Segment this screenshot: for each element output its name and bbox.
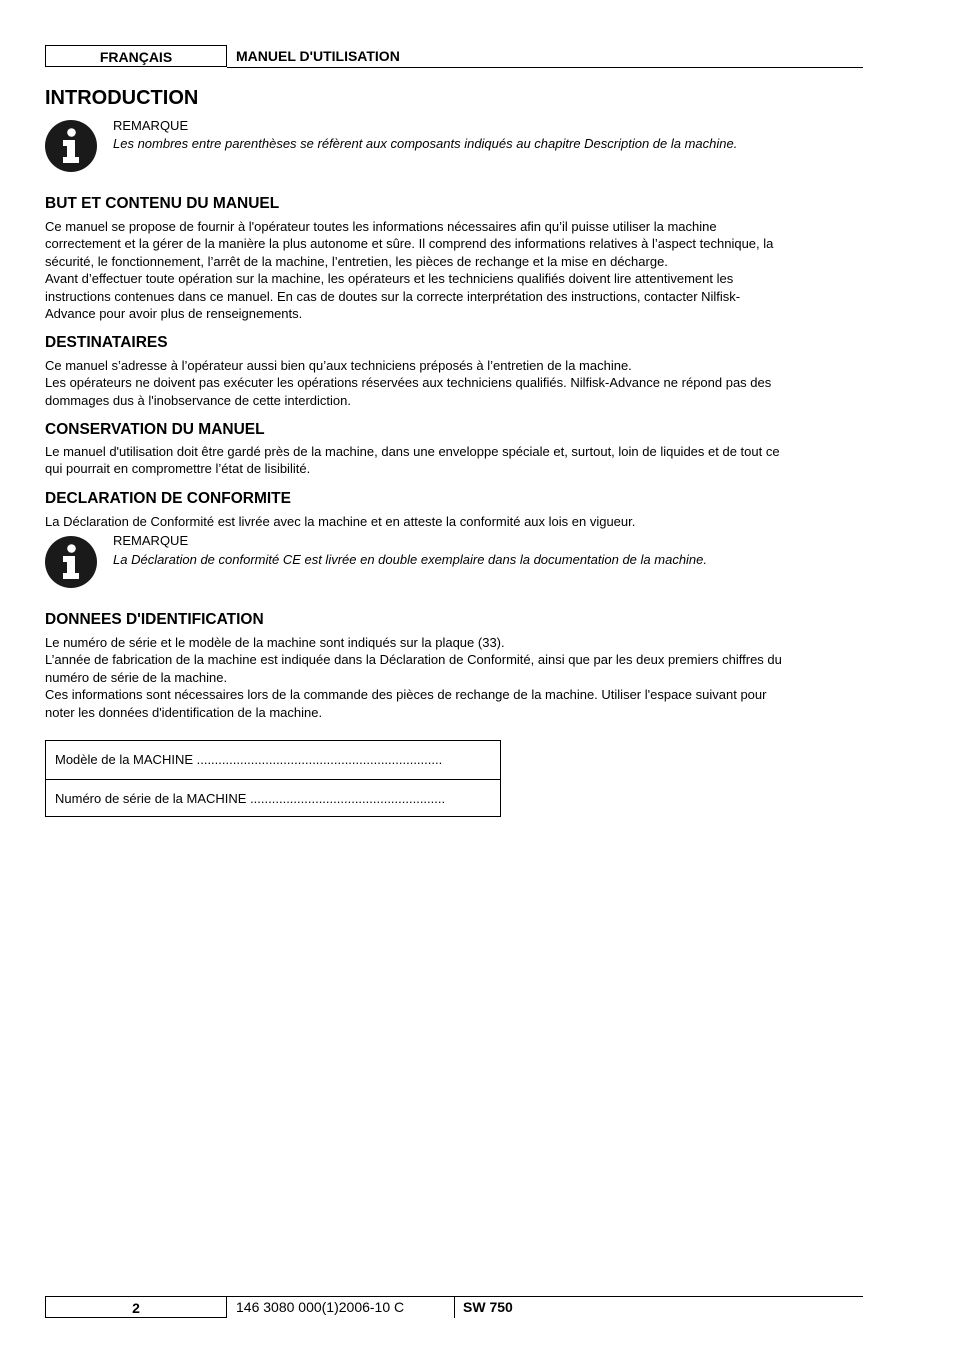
machine-model: SW 750 — [463, 1299, 513, 1315]
text-line: L’année de fabrication de la machine est indiquée dans la Déclaration de Conformité, ainsi que par les deux premiers chiffres du — [45, 652, 782, 668]
identification-box — [45, 740, 501, 817]
text-line: numéro de série de la machine. — [45, 669, 228, 685]
text-line: qui pourrait en compromettre l’état de lisibilité. — [45, 461, 311, 477]
page-title: INTRODUCTION — [45, 87, 199, 109]
text-line: correctement et la gérer de la manière la plus autonome et sûre. Il comprend des informations relatives à l’aspect technique, la — [45, 236, 774, 252]
header-rule — [227, 67, 863, 68]
text-line: La Déclaration de Conformité est livrée avec la machine et en atteste la conformité aux lois en vigueur. — [45, 514, 636, 529]
text-line: Le numéro de série et le modèle de la machine sont indiqués sur la plaque (33). — [45, 635, 505, 650]
document-code: 146 3080 000(1)2006-10 C — [236, 1299, 405, 1315]
machine-model-field: Modèle de la MACHINE .................................................................... — [55, 752, 443, 767]
manual-title: MANUEL D'UTILISATION — [236, 48, 400, 64]
section-title-but: BUT ET CONTENU DU MANUEL — [45, 195, 280, 212]
note-label: REMARQUE — [113, 533, 189, 548]
text-line: dommages dus à l'inobservance de cette interdiction. — [45, 392, 351, 408]
language-label: FRANÇAIS — [45, 45, 227, 67]
text-line: noter les données d'identification de la machine. — [45, 704, 323, 720]
text-line: instructions contenues dans ce manuel. En cas de doutes sur la correcte interprétation des instructions, contacter Nilfisk- — [45, 288, 741, 304]
section-body-conservation — [45, 443, 865, 478]
machine-serial-field: Numéro de série de la MACHINE ...................................................... — [46, 779, 500, 817]
info-icon — [45, 536, 97, 593]
section-body-destinataires — [45, 357, 865, 409]
section-body-but — [45, 218, 865, 322]
text-line: Le manuel d'utilisation doit être gardé près de la machine, dans une enveloppe spéciale et, surtout, loin de liquides et de tout ce — [45, 444, 780, 459]
info-icon — [45, 120, 97, 177]
text-line: sécurité, le fonctionnement, l’arrêt de la machine, l’entretien, les pièces de rechange et la mise en décharge. — [45, 253, 668, 269]
note-text: Les nombres entre parenthèses se réfèrent aux composants indiqués au chapitre Description de la machine. — [113, 136, 738, 151]
section-body-donnees — [45, 634, 865, 721]
note-label: REMARQUE — [113, 118, 189, 133]
text-line: Les opérateurs ne doivent pas exécuter les opérations réservées aux techniciens qualifiés. Nilfisk-Advance ne répond pas des — [45, 375, 772, 391]
page-number: 2 — [45, 1296, 227, 1318]
section-title-conservation: CONSERVATION DU MANUEL — [45, 421, 265, 438]
text-line: Ce manuel se propose de fournir à l'opérateur toutes les informations nécessaires afin qu’il puisse utiliser la machine — [45, 219, 717, 234]
section-title-declaration: DECLARATION DE CONFORMITE — [45, 490, 291, 507]
section-body-declaration — [45, 513, 865, 530]
section-title-donnees: DONNEES D'IDENTIFICATION — [45, 611, 264, 628]
text-line: Advance pour avoir plus de renseignements. — [45, 306, 303, 322]
text-line: Ces informations sont nécessaires lors de la commande des pièces de rechange de la machine. Utiliser l'espace suivant pour — [45, 687, 767, 703]
footer-divider — [454, 1297, 455, 1318]
section-title-destinataires: DESTINATAIRES — [45, 334, 168, 351]
text-line: Ce manuel s’adresse à l’opérateur aussi bien qu’aux techniciens préposés à l’entretien de la machine. — [45, 358, 632, 373]
text-line: Avant d’effectuer toute opération sur la machine, les opérateurs et les techniciens qualifiés doivent lire attentivement les — [45, 271, 734, 287]
note-text: La Déclaration de conformité CE est livrée en double exemplaire dans la documentation de la machine. — [113, 552, 708, 567]
